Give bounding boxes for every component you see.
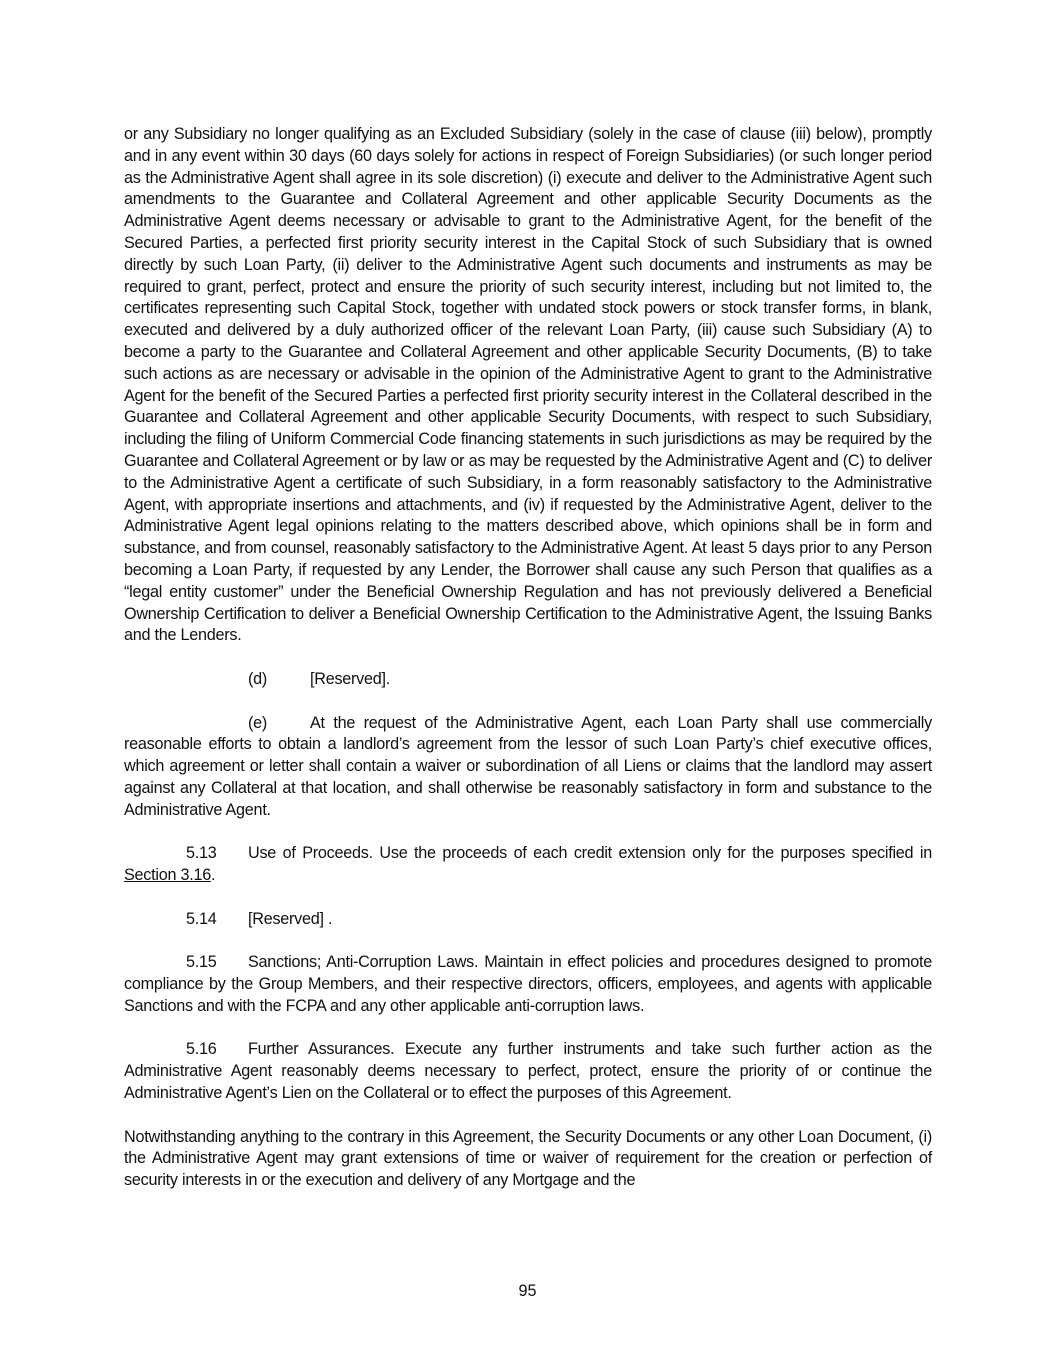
section-5-14-text: [Reserved] .	[248, 909, 333, 928]
clause-d-text: [Reserved].	[310, 669, 391, 688]
section-5-16-text: Further Assurances. Execute any further instruments and take such further action as the Administrative Agent reasonably deems necessary to perfect, protect, ensure the priority of or continue the Administrative Agent’s Lien on the Collateral or to effect the purposes of this Agreement.	[124, 1040, 932, 1103]
carryover-paragraph: or any Subsidiary no longer qualifying as an Excluded Subsidiary (solely in the case of clause (iii) below), promptly and in any event within 30 days (60 days solely for actions in respect of Foreign Subsidiaries) (or such longer period as the Administrative Agent shall agree in its sole discretion) (i) execute and deliver to the Administrative Agent such amendments to the Guarantee and Collateral Agreement and other applicable Security Documents as the Administrative Agent deems necessary or advisable to grant to the Administrative Agent, for the benefit of the Secured Parties, a perfected first priority security interest in the Capital Stock of such Subsidiary that is owned directly by such Loan Party, (ii) deliver to the Administrative Agent such documents and instruments as may be required to grant, perfect, protect and ensure the priority of such security interest, including but not limited to, the certificates representing such Capital Stock, together with undated stock powers or stock transfer forms, in blank, executed and delivered by a duly authorized officer of the relevant Loan Party, (iii) cause such Subsidiary (A) to become a party to the Guarantee and Collateral Agreement and other applicable Security Documents, (B) to take such actions as are necessary or advisable in the opinion of the Administrative Agent to grant to the Administrative Agent for the benefit of the Secured Parties a perfected first priority security interest in the Collateral described in the Guarantee and Collateral Agreement and other applicable Security Documents, with respect to such Subsidiary, including the filing of Uniform Commercial Code financing statements in such jurisdictions as may be required by the Guarantee and Collateral Agreement or by law or as may be requested by the Administrative Agent and (C) to deliver to the Administrative Agent a certificate of such Subsidiary, in a form reasonably satisfactory to the Administrative Agent, with appropriate insertions and attachments, and (iv) if requested by the Administrative Agent, deliver to the Administrative Agent legal opinions relating to the matters described above, which opinions shall be in form and substance, and from counsel, reasonably satisfactory to the Administrative Agent. At least 5 days prior to any Person becoming a Loan Party, if requested by any Lender, the Borrower shall cause any such Person that qualifies as a “legal entity customer” under the Beneficial Ownership Regulation and has not previously delivered a Beneficial Ownership Certification to deliver a Beneficial Ownership Certification to the Administrative Agent, the Issuing Banks and the Lenders.	[124, 125, 932, 645]
section-5-15	[124, 952, 932, 1017]
page-number: 95	[518, 1282, 537, 1300]
clause-e-label: (e)	[248, 713, 268, 732]
clause-e-text: At the request of the Administrative Agent, each Loan Party shall use commercially reasonable efforts to obtain a landlord’s agreement from the lessor of such Loan Party’s chief executive offices, which agreement or letter shall contain a waiver or subordination of all Liens or claims that the landlord may assert against any Collateral at that location, and shall otherwise be reasonably satisfactory in form and substance to the Administrative Agent.	[124, 713, 932, 819]
section-5-14	[124, 909, 932, 931]
closing-paragraph: Notwithstanding anything to the contrary in this Agreement, the Security Documents or any other Loan Document, (i) the Administrative Agent may grant extensions of time or waiver of requirement for the creation or perfection of security interests in or the execution and delivery of any Mortgage and the	[124, 1127, 932, 1190]
section-5-15-number: 5.15	[186, 953, 217, 972]
section-5-16	[124, 1039, 932, 1104]
section-5-15-text: Sanctions; Anti-Corruption Laws. Maintain in effect policies and procedures designed to promote compliance by the Group Members, and their respective directors, officers, employees, and agents with applicable Sanctions and with the FCPA and any other applicable anti-corruption laws.	[124, 953, 932, 1015]
section-5-16-number: 5.16	[186, 1040, 217, 1059]
clause-d-label: (d)	[248, 669, 268, 688]
section-5-13	[124, 843, 932, 887]
section-5-14-number: 5.14	[186, 909, 217, 928]
section-5-13-end: .	[211, 866, 216, 885]
section-3-16-reference: Section 3.16	[124, 866, 211, 885]
document-body	[124, 124, 932, 1214]
clause-e	[124, 713, 932, 822]
section-5-13-number: 5.13	[186, 844, 217, 863]
section-5-13-text: Use of Proceeds. Use the proceeds of each credit extension only for the purposes specified in	[248, 844, 932, 863]
clause-d	[124, 669, 932, 691]
